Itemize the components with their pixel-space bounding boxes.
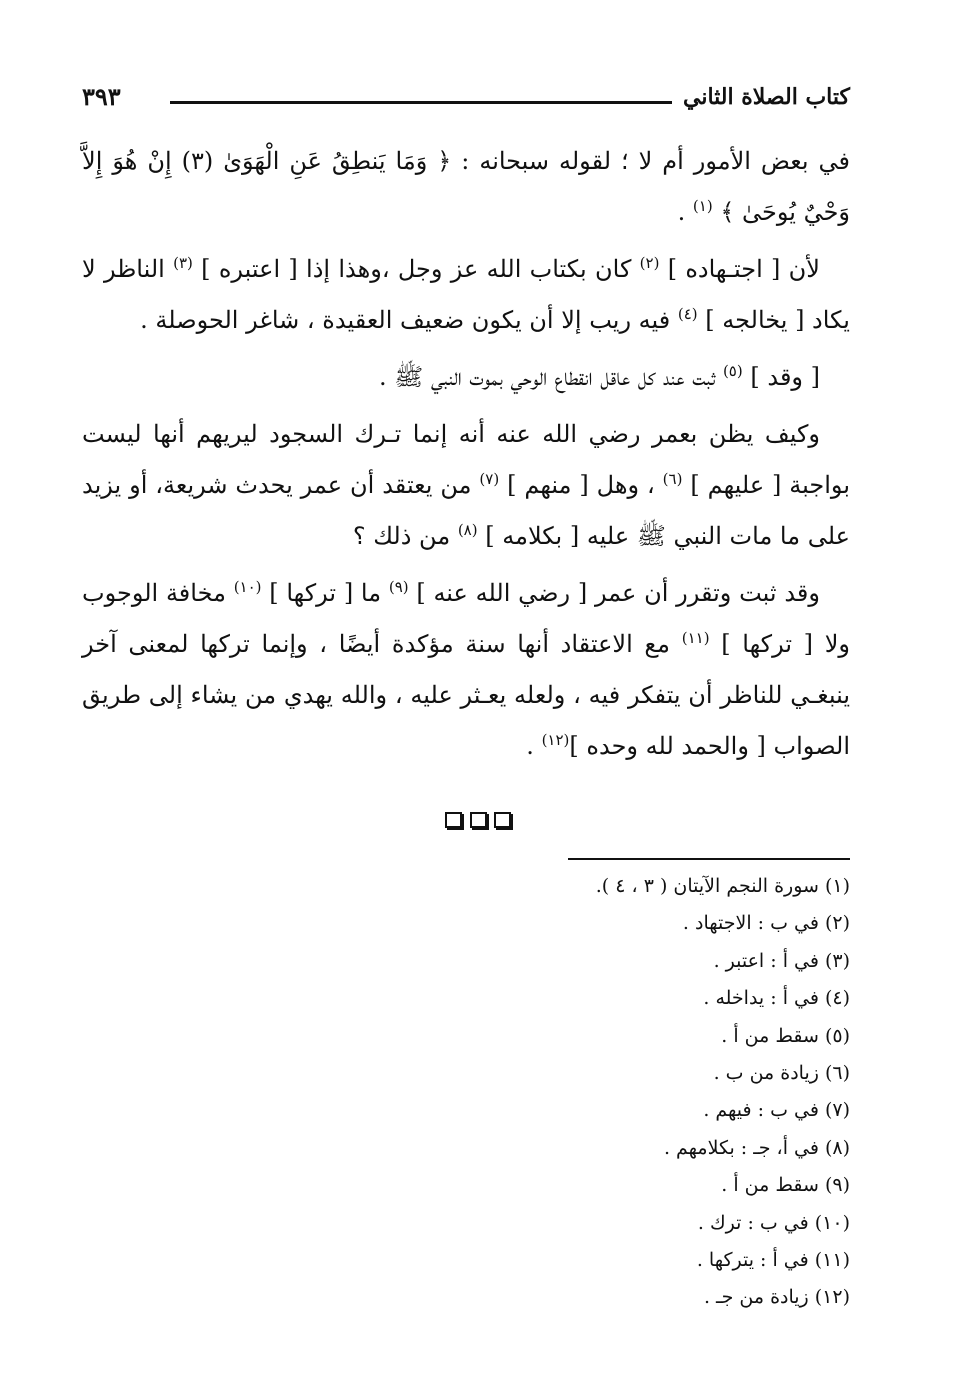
- footnote-item: [450, 1055, 850, 1092]
- footnote-item: [450, 905, 850, 942]
- footnote-item: [450, 1279, 850, 1316]
- footnote-text: في أ : اعتبر .: [713, 949, 819, 972]
- ornament-square-icon: [470, 812, 487, 828]
- text-run: من ذلك ؟: [352, 522, 458, 550]
- footnote-text: سقط من أ .: [721, 1174, 819, 1197]
- footnote-reference: (٢): [639, 254, 660, 272]
- footnote-text: زيادة من جـ .: [703, 1286, 809, 1309]
- footnote-text: في ب : فيهم .: [703, 1099, 819, 1122]
- footnote-number: (٥): [824, 1024, 850, 1047]
- footnote-number: (٦): [824, 1062, 850, 1085]
- footnote-text: زيادة من ب .: [713, 1062, 819, 1085]
- footnote-item: [450, 1167, 850, 1204]
- footnote-item: [450, 1130, 850, 1167]
- footnote-item: [450, 1242, 850, 1279]
- footnote-reference: (١٢): [541, 731, 570, 749]
- page-number: ٣٩٣: [82, 82, 121, 111]
- footnote-item: [450, 943, 850, 980]
- footnote-text: في ب : الاجتهاد .: [682, 912, 819, 935]
- text-run: كان بكتاب الله عز وجل ،وهذا إذا [ اعتبره ]: [192, 255, 640, 283]
- main-text: [82, 136, 850, 778]
- footnote-reference: (٥): [722, 362, 743, 380]
- text-run: وقد ثبت وتقرر أن عمر [ رضي الله عنه ]: [408, 579, 820, 607]
- footnote-item: [450, 980, 850, 1017]
- text-run: ما [ تركها ]: [261, 579, 389, 607]
- chapter-title: كتاب الصلاة الثاني: [682, 84, 850, 110]
- text-run: [ وقد ]: [742, 363, 820, 391]
- text-run: وكيف يظن بعمر رضي الله عنه أنه إنما تـرك السجود ليريهم أنها ليست بواجبة [ عليهم ]: [82, 420, 851, 499]
- footnote-number: (٣): [824, 949, 850, 972]
- text-run: .: [526, 732, 542, 760]
- footnote-item: [450, 1205, 850, 1242]
- text-run: مع الاعتقاد أنها سنة مؤكدة أيضًا ، وإنما تركها لمعنى آخر ينبغـي للناظر أن يتفكر فيه ، ولعله يعـثر عليه ، والله يهدي من يشاء إلى طريق الصواب [ والحمد لله وحده ]: [82, 630, 850, 760]
- footnote-number: (٩): [824, 1174, 850, 1197]
- text-run: لأن [ اجتـهاده ]: [659, 255, 820, 283]
- text-run: من يعتقد أن عمر يحدث شريعة، أو يزيد على ما مات النبي ﷺ عليه [ بكلامه ]: [82, 471, 850, 550]
- footnote-reference: (٦): [662, 470, 683, 488]
- footnote-number: (٧): [824, 1099, 850, 1122]
- paragraph: [82, 568, 850, 772]
- footnote-number: (٢): [824, 912, 850, 935]
- footnote-reference: (٤): [677, 305, 698, 323]
- footnote-text: في أ، جـ : بكلامهم .: [663, 1136, 819, 1159]
- footnote-reference: (٨): [457, 521, 478, 539]
- footnote-text: سورة النجم الآيتان ( ٣ ، ٤ ).: [595, 875, 819, 897]
- footnote-number: (١١): [814, 1249, 850, 1272]
- ornament-square-icon: [494, 812, 511, 828]
- text-run: .: [677, 198, 693, 226]
- text-run: الناظر لا يكاد [ يخالجه ]: [82, 255, 850, 334]
- footnote-item: [450, 1018, 850, 1055]
- running-header: [82, 80, 850, 120]
- footnote-number: (٤): [824, 987, 850, 1010]
- footnotes-list: [450, 868, 850, 1317]
- footnote-text: في ب : ترك .: [697, 1211, 809, 1234]
- footnote-text: في أ : يتركها .: [696, 1249, 809, 1272]
- footnote-text: في أ : يداخله .: [703, 987, 819, 1010]
- footnote-rule: [568, 858, 850, 860]
- footnote-number: (٨): [824, 1136, 850, 1159]
- text-run: ، وهل [ منهم ]: [499, 471, 663, 499]
- footnote-reference: (١): [692, 197, 713, 215]
- footnote-item: [450, 1092, 850, 1129]
- footnote-reference: (٧): [479, 470, 500, 488]
- paragraph: [82, 136, 850, 238]
- paragraph: [82, 352, 850, 403]
- text-run: ثبت عند كل عاقل انقطاع الوحي بموت النبي ﷺ .: [378, 363, 723, 391]
- footnote-reference: (١١): [681, 629, 710, 647]
- text-run: فيه ريب إلا أن يكون ضعيف العقيدة ، شاغر الحوصلة .: [140, 306, 678, 334]
- ornament-square-icon: [445, 812, 462, 828]
- footnote-item: [450, 868, 850, 905]
- text-run: مخافة الوجوب ولا [ تركها ]: [82, 579, 850, 658]
- text-run: في بعض الأمور أم لا ؛ لقوله سبحانه : ﴿ وَمَا يَنطِقُ عَنِ الْهَوَىٰ (٣) إِنْ هُوَ إِلاَّ وَحْيٌ يُوحَىٰ ﴾: [82, 147, 850, 226]
- footnote-reference: (٩): [388, 578, 409, 596]
- footnote-number: (١٢): [814, 1286, 850, 1309]
- paragraph: [82, 409, 850, 562]
- header-rule: [170, 101, 672, 104]
- section-divider-ornament: [0, 812, 956, 832]
- footnote-number: (١٠): [814, 1211, 850, 1234]
- paragraph: [82, 244, 850, 346]
- footnote-reference: (١٠): [233, 578, 262, 596]
- footnote-number: (١): [824, 875, 850, 897]
- footnote-text: سقط من أ .: [721, 1024, 819, 1047]
- footnote-reference: (٣): [173, 254, 193, 272]
